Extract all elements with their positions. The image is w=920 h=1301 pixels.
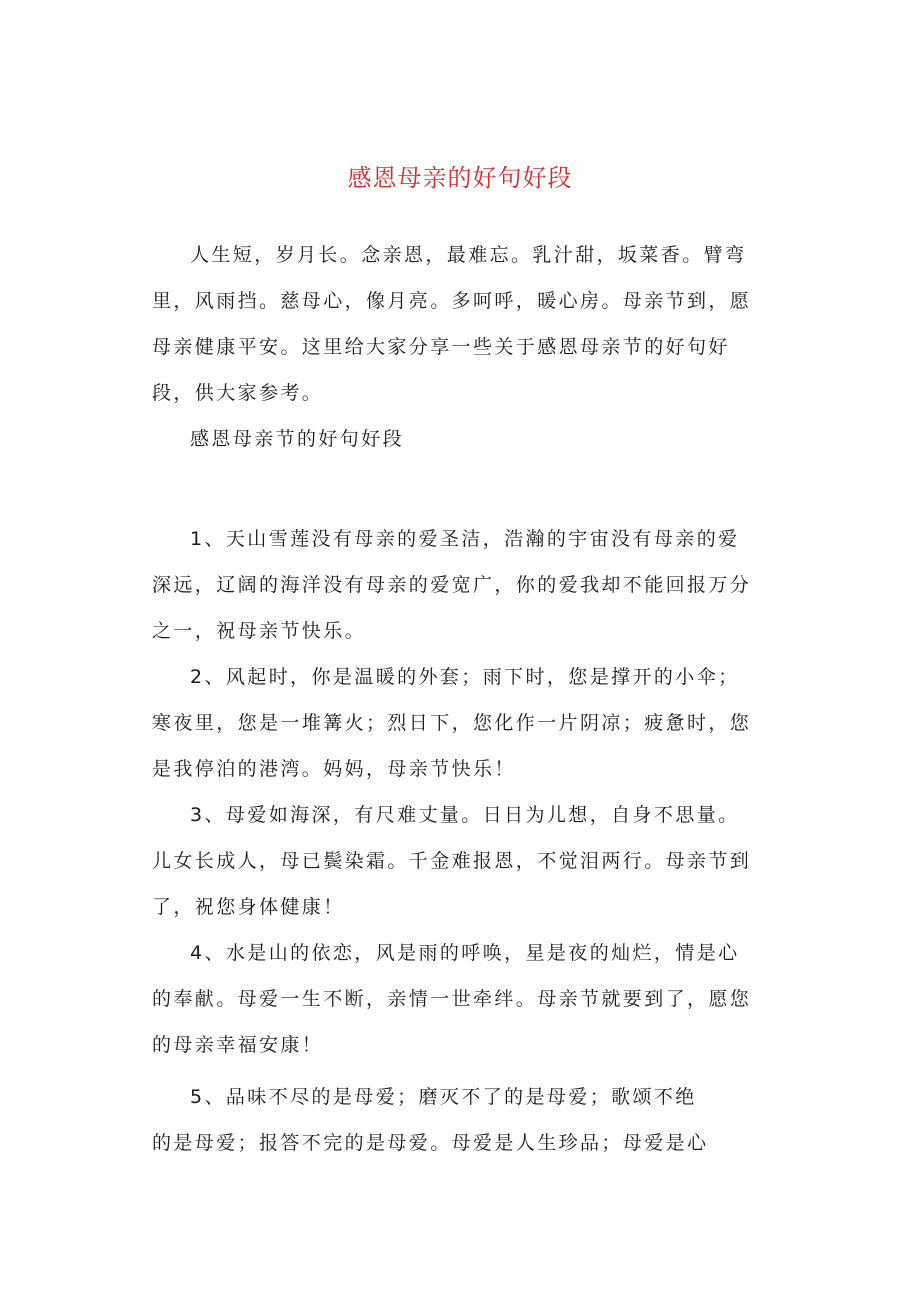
section-subheading: 感恩母亲节的好句好段 bbox=[190, 428, 405, 450]
list-item-5 bbox=[152, 1074, 712, 1166]
list-item: 3、母爱如海深，有尺难丈量。日日为儿想，自身不思量。儿女长成人，母已鬓染霜。千金难报恩，不觉泪两行。母亲节到了，祝您身体健康！ bbox=[152, 804, 752, 918]
document-body bbox=[152, 232, 752, 1166]
document-title: 感恩母亲的好句好段 bbox=[347, 164, 573, 192]
list-item-5-line-1: 5、品味不尽的是母爱；磨灭不了的是母爱；歌颂不绝 bbox=[190, 1086, 697, 1108]
list-item: 2、风起时，你是温暖的外套；雨下时，您是撑开的小伞；寒夜里，您是一堆篝火；烈日下，您化作一片阴凉；疲惫时，您是我停泊的港湾。妈妈，母亲节快乐！ bbox=[152, 666, 752, 780]
list-item: 4、水是山的依恋，风是雨的呼唤，星是夜的灿烂，情是心的奉献。母爱一生不断，亲情一世牵绊。母亲节就要到了，愿您的母亲幸福安康！ bbox=[152, 942, 752, 1056]
list-item-5-line-2: 的是母爱；报答不完的是母爱。母爱是人生珍品；母爱是心 bbox=[152, 1132, 709, 1154]
blank-line bbox=[152, 462, 752, 516]
list-item: 1、天山雪莲没有母亲的爱圣洁，浩瀚的宇宙没有母亲的爱深远，辽阔的海洋没有母亲的爱宽广，你的爱我却不能回报万分之一，祝母亲节快乐。 bbox=[152, 528, 752, 642]
intro-paragraph: 人生短，岁月长。念亲恩，最难忘。乳汁甜，坂菜香。臂弯里，风雨挡。慈母心，像月亮。多呵呼，暖心房。母亲节到，愿母亲健康平安。这里给大家分享一些关于感恩母亲节的好句好段，供大家参考。 bbox=[152, 244, 752, 404]
